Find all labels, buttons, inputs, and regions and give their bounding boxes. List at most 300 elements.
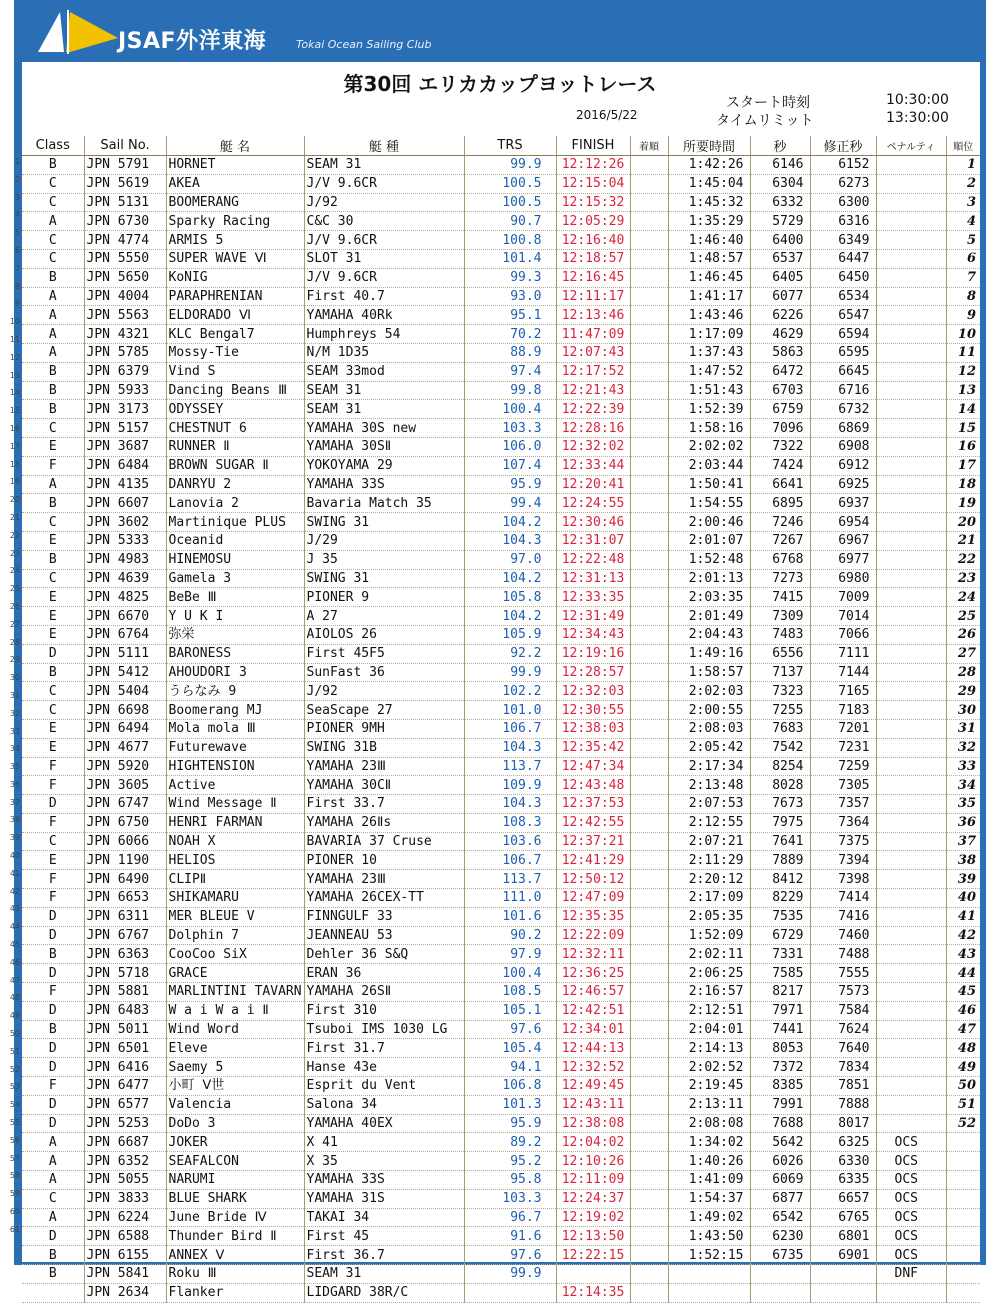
finish-order-cell xyxy=(630,776,668,795)
corrected-cell: 7375 xyxy=(810,832,876,851)
corrected-cell: 6273 xyxy=(810,174,876,193)
boat-name-cell: Roku Ⅲ xyxy=(166,1265,304,1284)
elapsed-cell xyxy=(668,1283,750,1302)
finish-order-cell xyxy=(630,531,668,550)
row-number: 35 xyxy=(9,762,20,772)
sail-no-cell: JPN 4677 xyxy=(84,738,166,757)
row-number: 18 xyxy=(9,459,20,469)
corrected-cell: 6912 xyxy=(810,456,876,475)
sail-no-cell: JPN 4983 xyxy=(84,550,166,569)
finish-order-cell xyxy=(630,400,668,419)
seconds-cell: 7322 xyxy=(750,437,810,456)
row-number: 51 xyxy=(9,1046,20,1056)
penalty-cell xyxy=(876,945,946,964)
trs-cell: 97.4 xyxy=(464,362,556,381)
org-name-en: Tokai Ocean Sailing Club xyxy=(296,38,432,51)
finish-cell: 12:12:26 xyxy=(556,156,630,175)
corrected-cell: 7460 xyxy=(810,926,876,945)
finish-cell: 12:47:09 xyxy=(556,889,630,908)
boat-type-cell: First 36.7 xyxy=(304,1246,464,1265)
boat-type-cell: Tsuboi IMS 1030 LG xyxy=(304,1020,464,1039)
trs-cell: 99.3 xyxy=(464,268,556,287)
penalty-cell xyxy=(876,306,946,325)
trs-cell: 90.2 xyxy=(464,926,556,945)
sail-no-cell: JPN 5563 xyxy=(84,306,166,325)
rank-cell: 9 xyxy=(946,306,980,325)
boat-name-cell: June Bride Ⅳ xyxy=(166,1208,304,1227)
finish-order-cell xyxy=(630,607,668,626)
boat-name-cell: Eleve xyxy=(166,1039,304,1058)
finish-cell: 12:46:57 xyxy=(556,983,630,1002)
rank-cell xyxy=(946,1265,980,1284)
boat-name-cell: NOAH X xyxy=(166,832,304,851)
rank-cell: 3 xyxy=(946,193,980,212)
trs-cell: 108.3 xyxy=(464,813,556,832)
rank-cell: 36 xyxy=(946,813,980,832)
class-cell: A xyxy=(22,475,84,494)
sail-no-cell: JPN 6416 xyxy=(84,1058,166,1077)
finish-cell: 12:36:25 xyxy=(556,964,630,983)
finish-cell: 12:24:37 xyxy=(556,1189,630,1208)
seconds-cell: 6877 xyxy=(750,1189,810,1208)
finish-order-cell xyxy=(630,550,668,569)
row-number: 37 xyxy=(9,797,20,807)
trs-cell: 99.8 xyxy=(464,381,556,400)
class-cell: A xyxy=(22,1133,84,1152)
finish-cell: 12:24:55 xyxy=(556,494,630,513)
rank-cell: 25 xyxy=(946,607,980,626)
class-cell: D xyxy=(22,926,84,945)
seconds-cell: 7673 xyxy=(750,795,810,814)
table-row xyxy=(22,212,980,231)
boat-type-cell: First 33.7 xyxy=(304,795,464,814)
sail-no-cell: JPN 3173 xyxy=(84,400,166,419)
table-row xyxy=(22,945,980,964)
row-number: 38 xyxy=(9,815,20,825)
trs-cell: 99.9 xyxy=(464,156,556,175)
boat-name-cell: Vind S xyxy=(166,362,304,381)
boat-name-cell: Flanker xyxy=(166,1283,304,1302)
trs-cell: 97.9 xyxy=(464,945,556,964)
finish-cell: 12:31:49 xyxy=(556,607,630,626)
elapsed-cell: 2:08:03 xyxy=(668,719,750,738)
penalty-cell xyxy=(876,456,946,475)
finish-order-cell xyxy=(630,513,668,532)
seconds-cell: 7991 xyxy=(750,1095,810,1114)
finish-order-cell xyxy=(630,1058,668,1077)
finish-cell: 12:11:09 xyxy=(556,1171,630,1190)
boat-type-cell: YAMAHA 26SⅡ xyxy=(304,983,464,1002)
row-number: 28 xyxy=(9,637,20,647)
sail-no-cell: JPN 4774 xyxy=(84,231,166,250)
boat-name-cell: ODYSSEY xyxy=(166,400,304,419)
penalty-cell xyxy=(876,419,946,438)
sail-no-cell: JPN 6494 xyxy=(84,719,166,738)
boat-type-cell: YAMAHA 33S xyxy=(304,1171,464,1190)
boat-name-cell: HIGHTENSION xyxy=(166,757,304,776)
finish-order-cell xyxy=(630,268,668,287)
corrected-cell: 6547 xyxy=(810,306,876,325)
class-cell: F xyxy=(22,757,84,776)
row-number: 39 xyxy=(9,833,20,843)
boat-name-cell: 小町 Ⅴ世 xyxy=(166,1077,304,1096)
boat-type-cell: YAMAHA 31S xyxy=(304,1189,464,1208)
row-number: 34 xyxy=(9,744,20,754)
elapsed-cell: 1:52:39 xyxy=(668,400,750,419)
table-row xyxy=(22,1283,980,1302)
class-cell: D xyxy=(22,1039,84,1058)
rank-cell: 41 xyxy=(946,907,980,926)
class-cell: F xyxy=(22,456,84,475)
boat-name-cell: AKEA xyxy=(166,174,304,193)
table-row xyxy=(22,701,980,720)
sail-no-cell: JPN 6490 xyxy=(84,870,166,889)
penalty-cell xyxy=(876,1077,946,1096)
sail-no-cell: JPN 6577 xyxy=(84,1095,166,1114)
elapsed-cell: 2:08:08 xyxy=(668,1114,750,1133)
penalty-cell xyxy=(876,1283,946,1302)
boat-type-cell: YOKOYAMA 29 xyxy=(304,456,464,475)
corrected-cell: 7888 xyxy=(810,1095,876,1114)
elapsed-cell: 2:01:13 xyxy=(668,569,750,588)
penalty-cell: OCS xyxy=(876,1227,946,1246)
seconds-cell: 8217 xyxy=(750,983,810,1002)
boat-name-cell: Oceanid xyxy=(166,531,304,550)
elapsed-cell: 1:54:55 xyxy=(668,494,750,513)
class-cell: B xyxy=(22,156,84,175)
trs-cell: 101.4 xyxy=(464,249,556,268)
table-row xyxy=(22,513,980,532)
finish-order-cell xyxy=(630,625,668,644)
row-number: 57 xyxy=(9,1153,20,1163)
seconds-cell: 8412 xyxy=(750,870,810,889)
elapsed-cell: 1:49:16 xyxy=(668,644,750,663)
row-number: 19 xyxy=(9,477,20,487)
row-number: 23 xyxy=(9,548,20,558)
rank-cell: 40 xyxy=(946,889,980,908)
corrected-cell: 7488 xyxy=(810,945,876,964)
row-number: 17 xyxy=(9,441,20,451)
rank-cell xyxy=(946,1227,980,1246)
penalty-cell xyxy=(876,738,946,757)
row-number: 33 xyxy=(9,726,20,736)
finish-cell: 12:31:13 xyxy=(556,569,630,588)
finish-order-cell xyxy=(630,795,668,814)
trs-cell: 101.6 xyxy=(464,907,556,926)
table-row xyxy=(22,776,980,795)
results-body xyxy=(22,156,980,1303)
col-class: Class xyxy=(22,136,84,156)
row-number: 2 xyxy=(14,174,20,184)
finish-order-cell xyxy=(630,343,668,362)
table-row xyxy=(22,193,980,212)
trs-cell: 95.9 xyxy=(464,1114,556,1133)
boat-type-cell: SEAM 31 xyxy=(304,156,464,175)
boat-name-cell: 弥栄 xyxy=(166,625,304,644)
sail-no-cell: JPN 6687 xyxy=(84,1133,166,1152)
finish-cell: 12:07:43 xyxy=(556,343,630,362)
class-cell: D xyxy=(22,795,84,814)
corrected-cell: 6716 xyxy=(810,381,876,400)
boat-type-cell: J/V 9.6CR xyxy=(304,174,464,193)
row-number: 8 xyxy=(14,281,20,291)
corrected-cell: 6330 xyxy=(810,1152,876,1171)
class-cell: D xyxy=(22,644,84,663)
corrected-cell: 6325 xyxy=(810,1133,876,1152)
rank-cell: 11 xyxy=(946,343,980,362)
trs-cell: 95.8 xyxy=(464,1171,556,1190)
sail-no-cell: JPN 6698 xyxy=(84,701,166,720)
boat-type-cell: YAMAHA 26CEX-TT xyxy=(304,889,464,908)
col-corrected: 修正秒 xyxy=(810,136,876,156)
class-cell: A xyxy=(22,325,84,344)
boat-name-cell: KLC Bengal7 xyxy=(166,325,304,344)
boat-type-cell: BAVARIA 37 Cruse xyxy=(304,832,464,851)
elapsed-cell: 1:45:32 xyxy=(668,193,750,212)
trs-cell: 70.2 xyxy=(464,325,556,344)
boat-type-cell: First 40.7 xyxy=(304,287,464,306)
elapsed-cell: 2:07:53 xyxy=(668,795,750,814)
class-cell: C xyxy=(22,1189,84,1208)
row-number: 44 xyxy=(9,922,20,932)
finish-cell: 12:30:46 xyxy=(556,513,630,532)
boat-type-cell: SWING 31 xyxy=(304,569,464,588)
sail-no-cell: JPN 5157 xyxy=(84,419,166,438)
corrected-cell: 7259 xyxy=(810,757,876,776)
penalty-cell xyxy=(876,400,946,419)
sail-no-cell: JPN 3687 xyxy=(84,437,166,456)
penalty-cell xyxy=(876,889,946,908)
seconds-cell: 7971 xyxy=(750,1001,810,1020)
sail-no-cell: JPN 6155 xyxy=(84,1246,166,1265)
boat-name-cell: HENRI FARMAN xyxy=(166,813,304,832)
rank-cell: 1 xyxy=(946,156,980,175)
boat-type-cell: YAMAHA 30S new xyxy=(304,419,464,438)
sail-no-cell: JPN 6764 xyxy=(84,625,166,644)
finish-cell: 12:20:41 xyxy=(556,475,630,494)
elapsed-cell: 2:04:01 xyxy=(668,1020,750,1039)
seconds-cell: 7424 xyxy=(750,456,810,475)
boat-name-cell: SUPER WAVE Ⅵ xyxy=(166,249,304,268)
rank-cell xyxy=(946,1283,980,1302)
rank-cell xyxy=(946,1208,980,1227)
finish-order-cell xyxy=(630,1114,668,1133)
boat-type-cell: SunFast 36 xyxy=(304,663,464,682)
finish-order-cell xyxy=(630,174,668,193)
penalty-cell xyxy=(876,907,946,926)
trs-cell: 105.1 xyxy=(464,1001,556,1020)
boat-type-cell: Humphreys 54 xyxy=(304,325,464,344)
finish-cell: 12:42:55 xyxy=(556,813,630,832)
finish-order-cell xyxy=(630,1189,668,1208)
corrected-cell: 7183 xyxy=(810,701,876,720)
sail-no-cell: JPN 5055 xyxy=(84,1171,166,1190)
corrected-cell xyxy=(810,1283,876,1302)
trs-cell: 103.3 xyxy=(464,1189,556,1208)
boat-type-cell: A 27 xyxy=(304,607,464,626)
class-cell: F xyxy=(22,870,84,889)
boat-type-cell: Salona 34 xyxy=(304,1095,464,1114)
elapsed-cell: 2:00:46 xyxy=(668,513,750,532)
sail-no-cell: JPN 6363 xyxy=(84,945,166,964)
seconds-cell: 5863 xyxy=(750,343,810,362)
finish-cell: 12:13:46 xyxy=(556,306,630,325)
rank-cell: 10 xyxy=(946,325,980,344)
sail-no-cell: JPN 6066 xyxy=(84,832,166,851)
finish-order-cell xyxy=(630,701,668,720)
finish-order-cell xyxy=(630,945,668,964)
table-row xyxy=(22,889,980,908)
penalty-cell xyxy=(876,193,946,212)
row-number: 61 xyxy=(9,1224,20,1234)
row-number: 26 xyxy=(9,601,20,611)
class-cell: D xyxy=(22,964,84,983)
col-elapsed: 所要時間 xyxy=(668,136,750,156)
finish-order-cell xyxy=(630,156,668,175)
row-number: 58 xyxy=(9,1171,20,1181)
finish-order-cell xyxy=(630,1001,668,1020)
corrected-cell: 6645 xyxy=(810,362,876,381)
trs-cell: 93.0 xyxy=(464,287,556,306)
boat-name-cell: CHESTNUT 6 xyxy=(166,419,304,438)
finish-cell: 12:19:16 xyxy=(556,644,630,663)
table-row xyxy=(22,1058,980,1077)
finish-cell: 12:33:44 xyxy=(556,456,630,475)
finish-cell: 12:05:29 xyxy=(556,212,630,231)
sail-no-cell: JPN 6352 xyxy=(84,1152,166,1171)
corrected-cell: 6335 xyxy=(810,1171,876,1190)
class-cell: E xyxy=(22,738,84,757)
class-cell: A xyxy=(22,212,84,231)
finish-order-cell xyxy=(630,1039,668,1058)
penalty-cell xyxy=(876,1001,946,1020)
row-number: 14 xyxy=(9,388,20,398)
boat-name-cell: HELIOS xyxy=(166,851,304,870)
seconds-cell: 4629 xyxy=(750,325,810,344)
finish-cell: 12:41:29 xyxy=(556,851,630,870)
penalty-cell xyxy=(876,1058,946,1077)
seconds-cell: 8053 xyxy=(750,1039,810,1058)
boat-name-cell: BROWN SUGAR Ⅱ xyxy=(166,456,304,475)
table-row xyxy=(22,1227,980,1246)
elapsed-cell: 2:00:55 xyxy=(668,701,750,720)
class-cell: B xyxy=(22,1246,84,1265)
boat-name-cell: うらなみ 9 xyxy=(166,682,304,701)
row-number: 3 xyxy=(14,192,20,202)
seconds-cell: 5642 xyxy=(750,1133,810,1152)
seconds-cell: 7585 xyxy=(750,964,810,983)
boat-name-cell: Lanovia 2 xyxy=(166,494,304,513)
trs-cell: 90.7 xyxy=(464,212,556,231)
elapsed-cell: 2:04:43 xyxy=(668,625,750,644)
elapsed-cell: 2:17:09 xyxy=(668,889,750,908)
row-number: 25 xyxy=(9,584,20,594)
corrected-cell: 6977 xyxy=(810,550,876,569)
boat-type-cell: J/V 9.6CR xyxy=(304,231,464,250)
boat-name-cell: MARLINTINI TAVARN xyxy=(166,983,304,1002)
finish-order-cell xyxy=(630,1246,668,1265)
finish-cell: 12:19:02 xyxy=(556,1208,630,1227)
sail-no-cell: JPN 6224 xyxy=(84,1208,166,1227)
finish-order-cell xyxy=(630,588,668,607)
sail-no-cell: JPN 4321 xyxy=(84,325,166,344)
seconds-cell: 7975 xyxy=(750,813,810,832)
elapsed-cell: 2:11:29 xyxy=(668,851,750,870)
finish-order-cell xyxy=(630,738,668,757)
row-number: 49 xyxy=(9,1011,20,1021)
finish-cell: 12:31:07 xyxy=(556,531,630,550)
col-boat-type: 艇 種 xyxy=(304,136,464,156)
rank-cell: 52 xyxy=(946,1114,980,1133)
finish-cell: 12:38:03 xyxy=(556,719,630,738)
corrected-cell: 7394 xyxy=(810,851,876,870)
rank-cell: 26 xyxy=(946,625,980,644)
sail-no-cell: JPN 5920 xyxy=(84,757,166,776)
boat-name-cell: W a i W a i Ⅱ xyxy=(166,1001,304,1020)
elapsed-cell: 2:03:44 xyxy=(668,456,750,475)
table-row xyxy=(22,1133,980,1152)
elapsed-cell: 1:43:46 xyxy=(668,306,750,325)
class-cell: C xyxy=(22,419,84,438)
finish-cell: 12:13:50 xyxy=(556,1227,630,1246)
rank-cell: 48 xyxy=(946,1039,980,1058)
trs-cell: 95.9 xyxy=(464,475,556,494)
rank-cell: 39 xyxy=(946,870,980,889)
table-row xyxy=(22,419,980,438)
boat-type-cell: SWING 31B xyxy=(304,738,464,757)
boat-type-cell: YAMAHA 30SⅡ xyxy=(304,437,464,456)
elapsed-cell: 2:02:52 xyxy=(668,1058,750,1077)
boat-name-cell: Boomerang MJ xyxy=(166,701,304,720)
penalty-cell xyxy=(876,513,946,532)
finish-order-cell xyxy=(630,249,668,268)
finish-cell: 12:43:48 xyxy=(556,776,630,795)
class-cell: E xyxy=(22,719,84,738)
rank-cell: 28 xyxy=(946,663,980,682)
page-title: 第30回 エリカカップヨットレース xyxy=(343,72,657,96)
trs-cell: 100.5 xyxy=(464,193,556,212)
trs-cell: 104.3 xyxy=(464,738,556,757)
finish-order-cell xyxy=(630,381,668,400)
sail-no-cell: JPN 5650 xyxy=(84,268,166,287)
seconds-cell: 7483 xyxy=(750,625,810,644)
elapsed-cell: 2:14:13 xyxy=(668,1039,750,1058)
penalty-cell xyxy=(876,156,946,175)
penalty-cell xyxy=(876,663,946,682)
boat-type-cell: X 41 xyxy=(304,1133,464,1152)
finish-order-cell xyxy=(630,1283,668,1302)
finish-order-cell xyxy=(630,212,668,231)
sail-no-cell: JPN 5333 xyxy=(84,531,166,550)
boat-type-cell: J/29 xyxy=(304,531,464,550)
table-row xyxy=(22,682,980,701)
table-row xyxy=(22,795,980,814)
boat-name-cell: Sparky Racing xyxy=(166,212,304,231)
seconds-cell: 6895 xyxy=(750,494,810,513)
row-number: 9 xyxy=(14,299,20,309)
corrected-cell: 6447 xyxy=(810,249,876,268)
finish-cell: 12:17:52 xyxy=(556,362,630,381)
row-number: 40 xyxy=(9,851,20,861)
corrected-cell: 6152 xyxy=(810,156,876,175)
corrected-cell: 7416 xyxy=(810,907,876,926)
sail-no-cell: JPN 6311 xyxy=(84,907,166,926)
table-row xyxy=(22,456,980,475)
boat-name-cell: Wind Message Ⅱ xyxy=(166,795,304,814)
row-number: 46 xyxy=(9,957,20,967)
finish-cell: 12:15:32 xyxy=(556,193,630,212)
table-row xyxy=(22,588,980,607)
